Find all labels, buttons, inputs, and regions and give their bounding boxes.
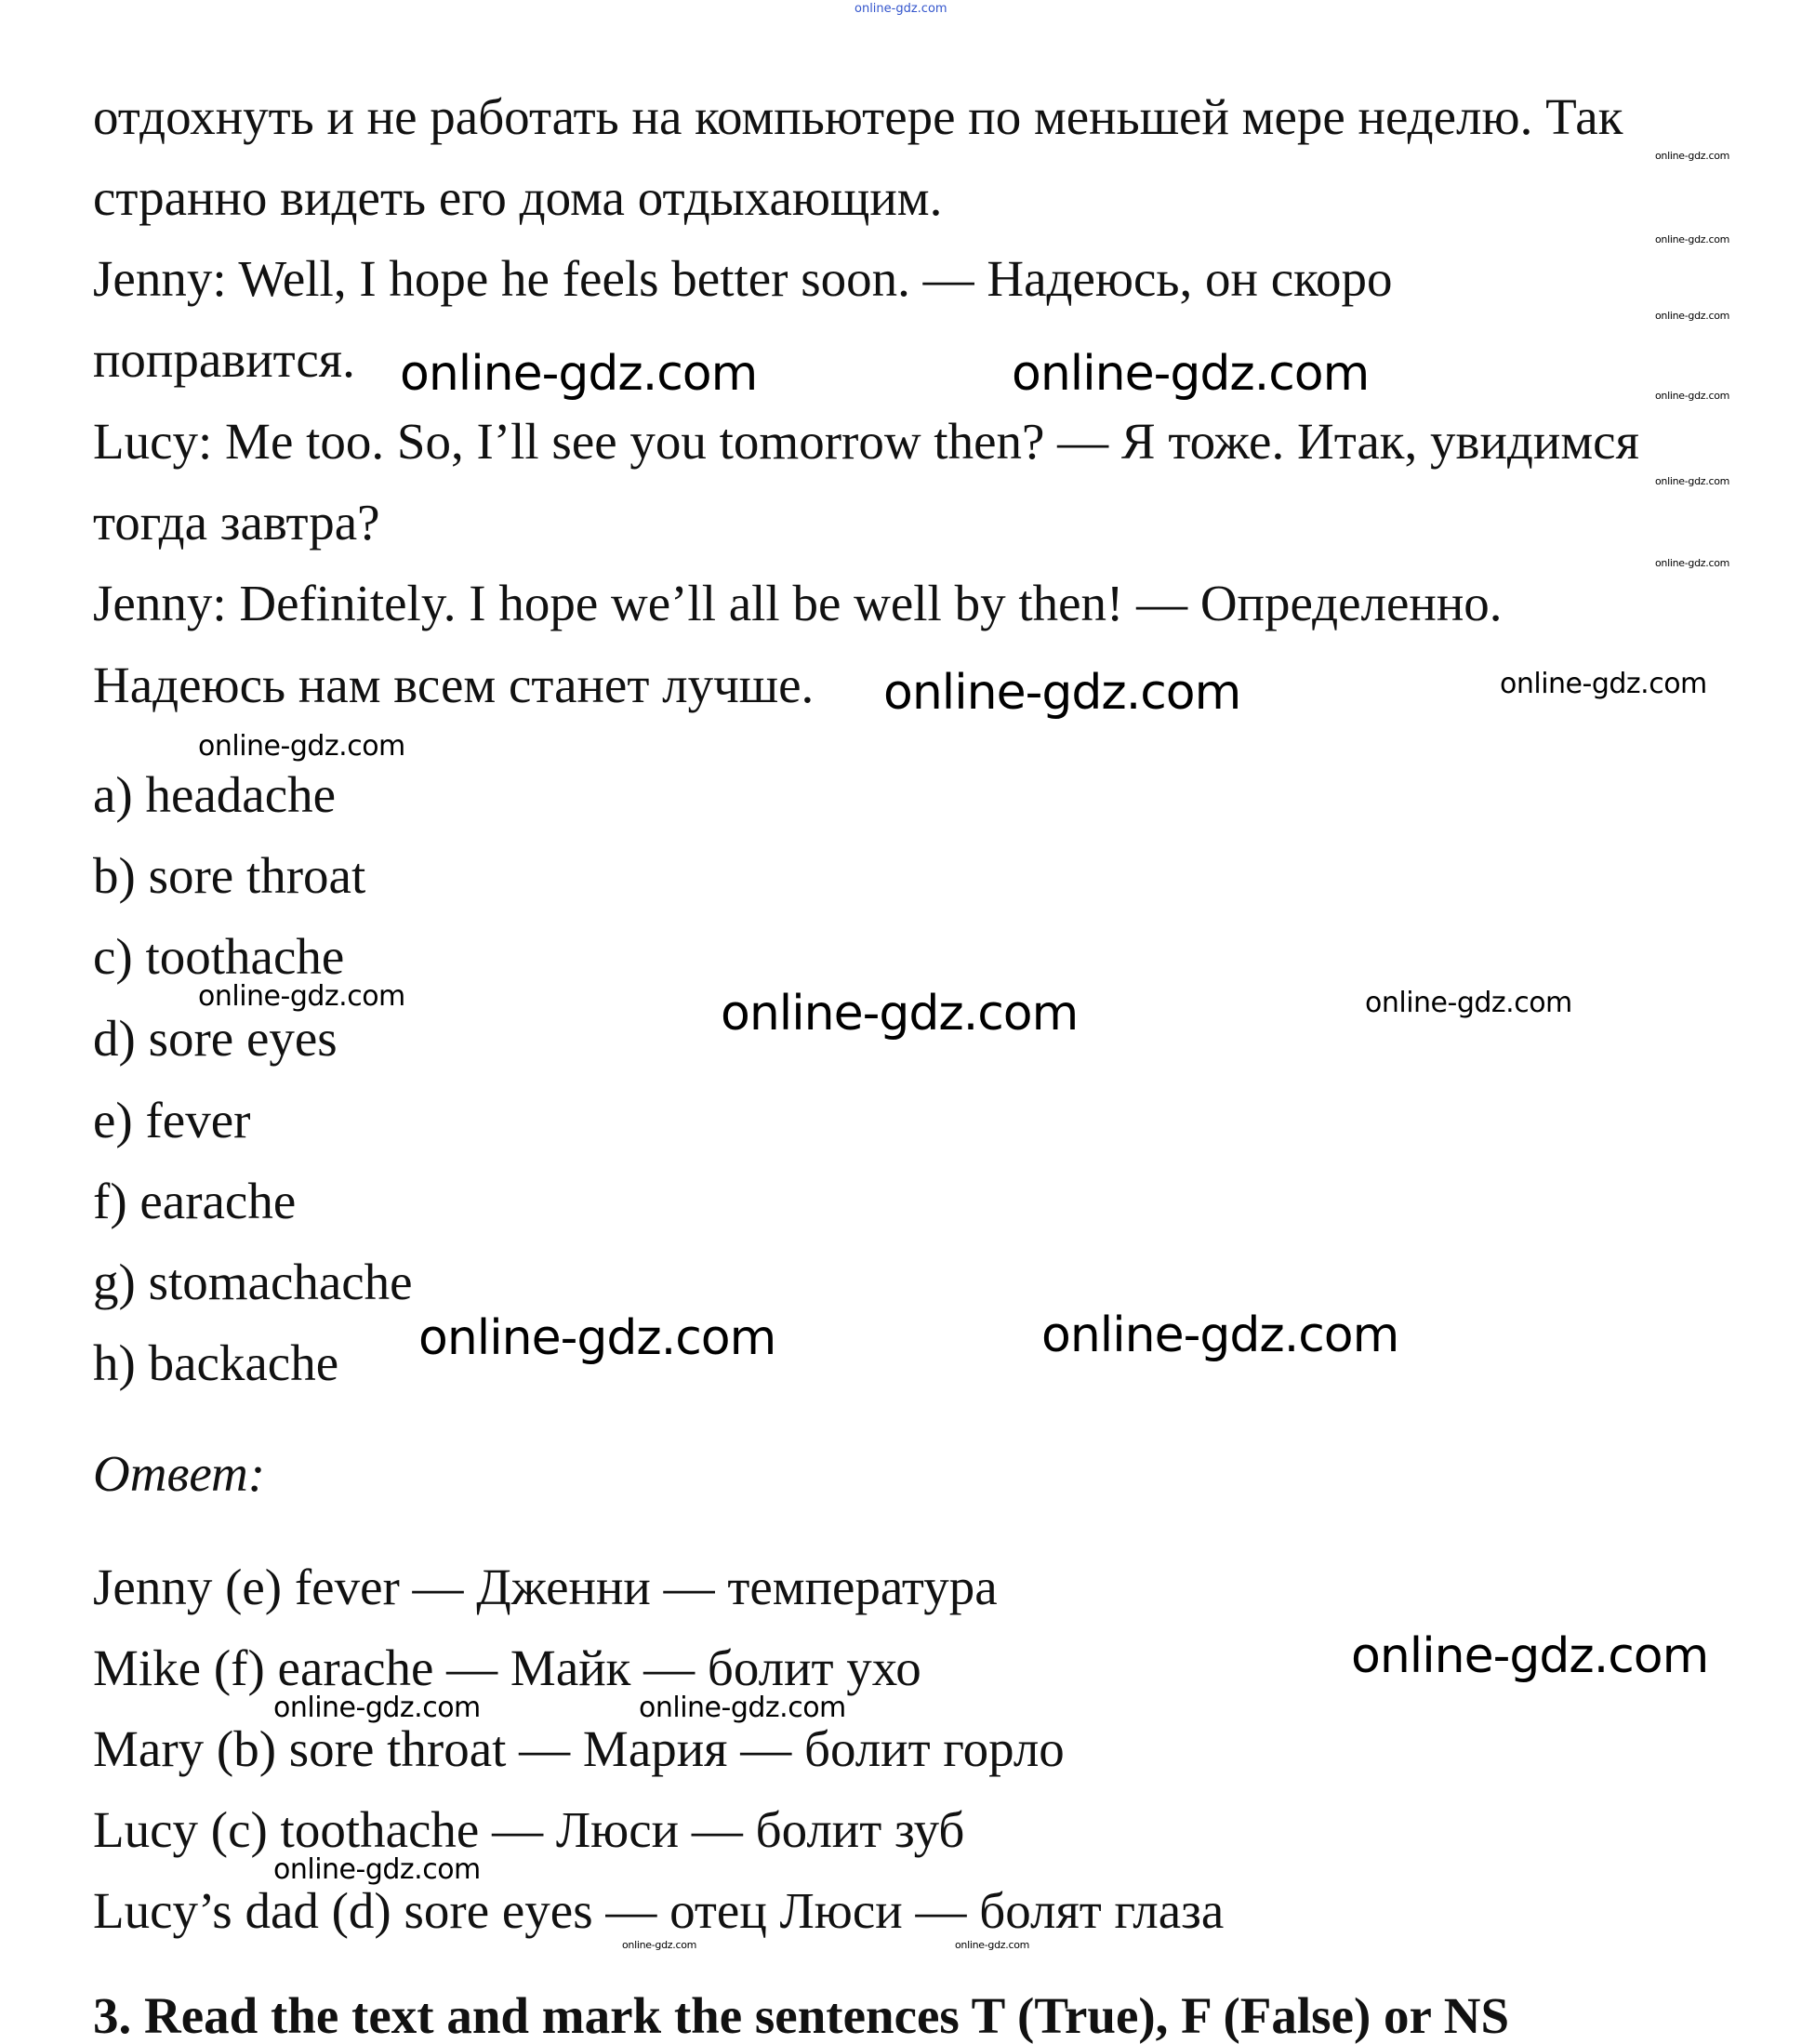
watermark: online-gdz.com xyxy=(1655,310,1730,322)
option-item: g) stomachache xyxy=(93,1254,413,1310)
answer-item: Lucy (c) toothache — Люси — болит зуб xyxy=(93,1801,965,1858)
option-item: b) sore throat xyxy=(93,847,366,904)
option-item: d) sore eyes xyxy=(93,1010,338,1067)
option-item: h) backache xyxy=(93,1334,339,1391)
text-line: тогда завтра? xyxy=(93,494,380,551)
watermark: online-gdz.com xyxy=(1365,987,1572,1019)
option-item: c) toothache xyxy=(93,928,345,985)
watermark: online-gdz.com xyxy=(1655,475,1730,487)
answer-item: Mary (b) sore throat — Мария — болит горло xyxy=(93,1720,1065,1777)
watermark: online-gdz.com xyxy=(273,1853,481,1886)
option-item: a) headache xyxy=(93,766,337,823)
watermark: online-gdz.com xyxy=(1655,233,1730,246)
watermark: online-gdz.com xyxy=(1041,1307,1399,1363)
text-line: Jenny: Definitely. I hope we’ll all be well by then! — Определенно. xyxy=(93,575,1503,631)
answer-item: Lucy’s dad (d) sore eyes — отец Люси — болят глаза xyxy=(93,1882,1225,1939)
watermark: online-gdz.com xyxy=(400,346,758,402)
text-line: отдохнуть и не работать на компьютере по меньшей мере неделю. Так xyxy=(93,88,1623,145)
watermark: online-gdz.com xyxy=(418,1310,776,1366)
text-line: поправится. xyxy=(93,331,355,388)
top-watermark: online-gdz.com xyxy=(855,2,947,16)
watermark: online-gdz.com xyxy=(1500,668,1707,700)
text-line: Lucy: Me too. So, I’ll see you tomorrow then? — Я тоже. Итак, увидимся xyxy=(93,413,1639,470)
watermark: online-gdz.com xyxy=(1351,1628,1709,1684)
watermark: online-gdz.com xyxy=(1655,557,1730,569)
watermark: online-gdz.com xyxy=(198,980,405,1013)
answer-item: Mike (f) earache — Майк — болит ухо xyxy=(93,1639,921,1696)
answer-label: Ответ: xyxy=(93,1445,266,1502)
text-line: Jenny: Well, I hope he feels better soon. — Надеюсь, он скоро xyxy=(93,250,1393,307)
watermark: online-gdz.com xyxy=(1012,346,1370,402)
text-line: странно видеть его дома отдыхающим. xyxy=(93,169,943,226)
watermark: online-gdz.com xyxy=(198,730,405,763)
watermark: online-gdz.com xyxy=(1655,390,1730,402)
option-item: e) fever xyxy=(93,1092,251,1148)
watermark: online-gdz.com xyxy=(1655,150,1730,162)
watermark: online-gdz.com xyxy=(273,1692,481,1724)
answer-item: Jenny (e) fever — Дженни — температура xyxy=(93,1559,998,1615)
next-exercise-heading: 3. Read the text and mark the sentences T (True), F (False) or NS xyxy=(93,1987,1510,2044)
text-line: Надеюсь нам всем станет лучше. xyxy=(93,657,815,713)
watermark: online-gdz.com xyxy=(639,1692,846,1724)
watermark: online-gdz.com xyxy=(622,1939,697,1951)
option-item: f) earache xyxy=(93,1173,297,1229)
watermark: online-gdz.com xyxy=(955,1939,1030,1951)
watermark: online-gdz.com xyxy=(883,665,1241,721)
watermark: online-gdz.com xyxy=(721,986,1079,1042)
